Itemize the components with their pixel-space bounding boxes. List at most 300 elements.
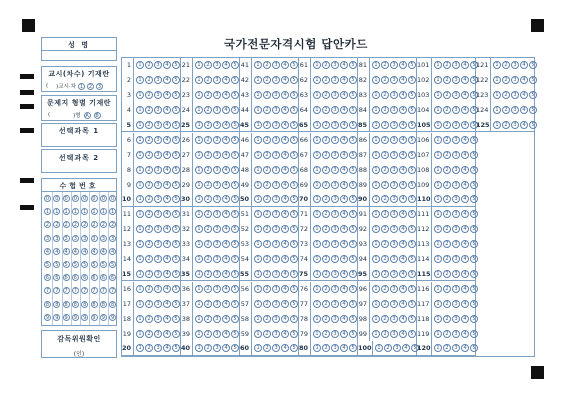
answer-bubble[interactable]: 3 xyxy=(331,285,339,293)
answer-bubble[interactable]: 5 xyxy=(529,91,537,99)
answer-bubble[interactable]: 3 xyxy=(272,195,280,203)
answer-bubble[interactable]: 2 xyxy=(204,344,212,352)
answer-bubble[interactable]: 4 xyxy=(340,121,348,129)
exam-digit-bubble[interactable]: 4 xyxy=(101,248,105,255)
answer-bubble[interactable]: 3 xyxy=(331,330,339,338)
answer-bubble[interactable]: 2 xyxy=(381,121,389,129)
answer-bubble[interactable]: 2 xyxy=(204,210,212,218)
answer-bubble[interactable]: 1 xyxy=(434,315,442,323)
answer-bubble[interactable]: 5 xyxy=(290,270,298,278)
answer-bubble[interactable]: 3 xyxy=(154,255,162,263)
answer-bubble[interactable]: 5 xyxy=(529,76,537,84)
answer-bubble[interactable]: 2 xyxy=(145,76,153,84)
exam-digit-bubble[interactable]: 9 xyxy=(55,314,59,321)
answer-bubble[interactable]: 3 xyxy=(154,240,162,248)
answer-bubble[interactable]: 2 xyxy=(263,91,271,99)
answer-bubble[interactable]: 1 xyxy=(372,240,380,248)
exam-digit-bubble[interactable]: 6 xyxy=(73,275,77,282)
answer-bubble[interactable]: 3 xyxy=(331,136,339,144)
answer-bubble[interactable]: 5 xyxy=(231,91,239,99)
exam-digit-bubble[interactable]: 8 xyxy=(64,301,68,308)
answer-bubble[interactable]: 1 xyxy=(372,225,380,233)
answer-bubble[interactable]: 1 xyxy=(195,121,203,129)
answer-bubble[interactable]: 4 xyxy=(222,300,230,308)
answer-bubble[interactable]: 3 xyxy=(272,315,280,323)
answer-bubble[interactable]: 2 xyxy=(322,210,330,218)
answer-bubble[interactable]: 1 xyxy=(136,315,144,323)
answer-bubble[interactable]: 3 xyxy=(213,166,221,174)
answer-bubble[interactable]: 2 xyxy=(263,285,271,293)
answer-bubble[interactable]: 2 xyxy=(145,61,153,69)
exam-digit-bubble[interactable]: 4 xyxy=(55,248,59,255)
answer-bubble[interactable]: 2 xyxy=(204,166,212,174)
answer-bubble[interactable]: 2 xyxy=(381,76,389,84)
answer-bubble[interactable]: 1 xyxy=(195,344,203,352)
answer-bubble[interactable]: 1 xyxy=(313,61,321,69)
answer-bubble[interactable]: 4 xyxy=(399,330,407,338)
answer-bubble[interactable]: 2 xyxy=(322,330,330,338)
answer-bubble[interactable]: 3 xyxy=(154,61,162,69)
answer-bubble[interactable]: 5 xyxy=(408,106,416,114)
answer-bubble[interactable]: 5 xyxy=(349,106,357,114)
answer-bubble[interactable]: 1 xyxy=(493,91,501,99)
exam-digit-bubble[interactable]: 5 xyxy=(83,262,87,268)
answer-bubble[interactable]: 5 xyxy=(470,270,478,278)
answer-bubble[interactable]: 2 xyxy=(322,315,330,323)
answer-bubble[interactable]: 3 xyxy=(272,121,280,129)
answer-bubble[interactable]: 1 xyxy=(313,270,321,278)
answer-bubble[interactable]: 1 xyxy=(434,344,442,352)
answer-bubble[interactable]: 5 xyxy=(470,330,478,338)
answer-bubble[interactable]: 3 xyxy=(154,121,162,129)
answer-bubble[interactable]: 2 xyxy=(322,181,330,189)
answer-bubble[interactable]: 1 xyxy=(195,255,203,263)
session-option[interactable]: 2 xyxy=(88,83,93,90)
answer-bubble[interactable]: 5 xyxy=(231,181,239,189)
answer-bubble[interactable]: 5 xyxy=(349,61,357,69)
answer-bubble[interactable]: 4 xyxy=(163,330,171,338)
answer-bubble[interactable]: 3 xyxy=(272,210,280,218)
answer-bubble[interactable]: 2 xyxy=(204,76,212,84)
answer-bubble[interactable]: 4 xyxy=(222,121,230,129)
answer-bubble[interactable]: 1 xyxy=(254,285,262,293)
answer-bubble[interactable]: 3 xyxy=(511,76,519,84)
answer-bubble[interactable]: 2 xyxy=(322,166,330,174)
answer-bubble[interactable]: 4 xyxy=(281,344,289,352)
answer-bubble[interactable]: 3 xyxy=(390,210,398,218)
answer-bubble[interactable]: 1 xyxy=(313,344,321,352)
exam-digit-bubble[interactable]: 1 xyxy=(83,209,87,216)
answer-bubble[interactable]: 5 xyxy=(172,166,180,174)
answer-bubble[interactable]: 1 xyxy=(434,195,442,203)
exam-digit-bubble[interactable]: 3 xyxy=(83,235,87,242)
answer-bubble[interactable]: 3 xyxy=(331,210,339,218)
answer-bubble[interactable]: 2 xyxy=(204,255,212,263)
answer-bubble[interactable]: 3 xyxy=(452,210,460,218)
answer-bubble[interactable]: 4 xyxy=(461,225,469,233)
answer-bubble[interactable]: 2 xyxy=(204,181,212,189)
answer-bubble[interactable]: 4 xyxy=(399,136,407,144)
answer-bubble[interactable]: 2 xyxy=(263,151,271,159)
answer-bubble[interactable]: 2 xyxy=(204,240,212,248)
answer-bubble[interactable]: 2 xyxy=(502,61,510,69)
answer-bubble[interactable]: 5 xyxy=(470,181,478,189)
answer-bubble[interactable]: 5 xyxy=(231,330,239,338)
answer-bubble[interactable]: 4 xyxy=(340,270,348,278)
exam-digit-bubble[interactable]: 7 xyxy=(83,288,87,295)
answer-bubble[interactable]: 1 xyxy=(254,315,262,323)
answer-bubble[interactable]: 4 xyxy=(163,195,171,203)
exam-digit-bubble[interactable]: 1 xyxy=(45,209,50,216)
answer-bubble[interactable]: 4 xyxy=(461,315,469,323)
answer-bubble[interactable]: 2 xyxy=(263,315,271,323)
answer-bubble[interactable]: 2 xyxy=(145,300,153,308)
answer-bubble[interactable]: 5 xyxy=(470,240,478,248)
answer-bubble[interactable]: 5 xyxy=(408,300,416,308)
answer-bubble[interactable]: 1 xyxy=(434,106,442,114)
answer-bubble[interactable]: 3 xyxy=(154,270,162,278)
answer-bubble[interactable]: 2 xyxy=(145,344,153,352)
answer-bubble[interactable]: 2 xyxy=(381,225,389,233)
answer-bubble[interactable]: 3 xyxy=(213,270,221,278)
answer-bubble[interactable]: 1 xyxy=(136,255,144,263)
answer-bubble[interactable]: 4 xyxy=(222,136,230,144)
answer-bubble[interactable]: 1 xyxy=(254,136,262,144)
answer-bubble[interactable]: 4 xyxy=(461,76,469,84)
answer-bubble[interactable]: 3 xyxy=(390,181,398,189)
answer-bubble[interactable]: 5 xyxy=(349,210,357,218)
answer-bubble[interactable]: 5 xyxy=(290,344,298,352)
answer-bubble[interactable]: 1 xyxy=(136,225,144,233)
answer-bubble[interactable]: 4 xyxy=(399,195,407,203)
answer-bubble[interactable]: 3 xyxy=(213,61,221,69)
exam-digit-bubble[interactable]: 0 xyxy=(83,196,87,202)
exam-digit-bubble[interactable]: 3 xyxy=(111,235,115,242)
exam-digit-bubble[interactable]: 6 xyxy=(55,275,59,282)
answer-bubble[interactable]: 4 xyxy=(340,195,348,203)
answer-bubble[interactable]: 4 xyxy=(222,91,230,99)
answer-bubble[interactable]: 5 xyxy=(408,76,416,84)
answer-bubble[interactable]: 1 xyxy=(195,240,203,248)
exam-digit-bubble[interactable]: 6 xyxy=(45,275,50,282)
answer-bubble[interactable]: 1 xyxy=(434,300,442,308)
answer-bubble[interactable]: 5 xyxy=(408,225,416,233)
answer-bubble[interactable]: 2 xyxy=(381,61,389,69)
answer-bubble[interactable]: 2 xyxy=(145,106,153,114)
answer-bubble[interactable]: 1 xyxy=(434,61,442,69)
answer-bubble[interactable]: 3 xyxy=(272,166,280,174)
answer-bubble[interactable]: 4 xyxy=(281,240,289,248)
answer-bubble[interactable]: 5 xyxy=(349,255,357,263)
answer-bubble[interactable]: 2 xyxy=(204,61,212,69)
answer-bubble[interactable]: 4 xyxy=(402,344,410,352)
exam-digit-bubble[interactable]: 7 xyxy=(73,288,77,295)
answer-bubble[interactable]: 1 xyxy=(372,151,380,159)
answer-bubble[interactable]: 5 xyxy=(408,195,416,203)
answer-bubble[interactable]: 1 xyxy=(372,106,380,114)
answer-bubble[interactable]: 3 xyxy=(511,121,519,129)
answer-bubble[interactable]: 3 xyxy=(154,166,162,174)
answer-bubble[interactable]: 4 xyxy=(520,106,528,114)
answer-bubble[interactable]: 1 xyxy=(136,270,144,278)
exam-digit-bubble[interactable]: 2 xyxy=(64,222,68,229)
answer-bubble[interactable]: 3 xyxy=(272,285,280,293)
answer-bubble[interactable]: 2 xyxy=(443,210,451,218)
answer-bubble[interactable]: 4 xyxy=(163,270,171,278)
answer-bubble[interactable]: 4 xyxy=(520,76,528,84)
exam-digit-bubble[interactable]: 2 xyxy=(73,222,77,229)
answer-bubble[interactable]: 5 xyxy=(172,91,180,99)
exam-digit-bubble[interactable]: 9 xyxy=(92,314,96,321)
answer-bubble[interactable]: 5 xyxy=(408,181,416,189)
answer-bubble[interactable]: 4 xyxy=(281,195,289,203)
answer-bubble[interactable]: 4 xyxy=(222,270,230,278)
answer-bubble[interactable]: 5 xyxy=(349,225,357,233)
answer-bubble[interactable]: 1 xyxy=(434,76,442,84)
answer-bubble[interactable]: 5 xyxy=(172,61,180,69)
answer-bubble[interactable]: 3 xyxy=(272,270,280,278)
answer-bubble[interactable]: 2 xyxy=(145,181,153,189)
answer-bubble[interactable]: 5 xyxy=(231,225,239,233)
answer-bubble[interactable]: 3 xyxy=(331,255,339,263)
answer-bubble[interactable]: 3 xyxy=(154,300,162,308)
answer-bubble[interactable]: 1 xyxy=(372,181,380,189)
answer-bubble[interactable]: 1 xyxy=(254,76,262,84)
exam-digit-bubble[interactable]: 5 xyxy=(73,262,77,268)
answer-bubble[interactable]: 5 xyxy=(349,136,357,144)
answer-bubble[interactable]: 4 xyxy=(222,151,230,159)
exam-digit-bubble[interactable]: 7 xyxy=(111,288,115,295)
answer-bubble[interactable]: 3 xyxy=(154,285,162,293)
answer-bubble[interactable]: 3 xyxy=(452,76,460,84)
answer-bubble[interactable]: 5 xyxy=(231,344,239,352)
session-option[interactable]: 3 xyxy=(97,83,102,90)
answer-bubble[interactable]: 4 xyxy=(281,255,289,263)
exam-digit-bubble[interactable]: 4 xyxy=(45,248,50,255)
answer-bubble[interactable]: 3 xyxy=(154,76,162,84)
answer-bubble[interactable]: 2 xyxy=(443,136,451,144)
answer-bubble[interactable]: 1 xyxy=(313,195,321,203)
answer-bubble[interactable]: 2 xyxy=(322,344,330,352)
exam-digit-bubble[interactable]: 5 xyxy=(55,262,59,268)
answer-bubble[interactable]: 2 xyxy=(322,91,330,99)
answer-bubble[interactable]: 5 xyxy=(290,61,298,69)
answer-bubble[interactable]: 2 xyxy=(145,121,153,129)
answer-bubble[interactable]: 5 xyxy=(408,240,416,248)
exam-digit-bubble[interactable]: 2 xyxy=(83,222,87,229)
exam-digit-bubble[interactable]: 3 xyxy=(45,235,50,242)
answer-bubble[interactable]: 3 xyxy=(390,255,398,263)
exam-digit-bubble[interactable]: 1 xyxy=(101,209,105,216)
exam-digit-bubble[interactable]: 8 xyxy=(73,301,77,308)
answer-bubble[interactable]: 4 xyxy=(163,225,171,233)
session-option[interactable]: 1 xyxy=(79,83,84,90)
answer-bubble[interactable]: 1 xyxy=(313,330,321,338)
answer-bubble[interactable]: 1 xyxy=(136,106,144,114)
answer-bubble[interactable]: 1 xyxy=(313,240,321,248)
exam-digit-bubble[interactable]: 0 xyxy=(45,196,50,202)
answer-bubble[interactable]: 3 xyxy=(452,344,460,352)
answer-bubble[interactable]: 3 xyxy=(213,106,221,114)
answer-bubble[interactable]: 2 xyxy=(322,300,330,308)
answer-bubble[interactable]: 3 xyxy=(331,195,339,203)
answer-bubble[interactable]: 5 xyxy=(470,91,478,99)
answer-bubble[interactable]: 2 xyxy=(384,344,392,352)
answer-bubble[interactable]: 5 xyxy=(408,210,416,218)
answer-bubble[interactable]: 3 xyxy=(272,106,280,114)
answer-bubble[interactable]: 2 xyxy=(381,330,389,338)
answer-bubble[interactable]: 4 xyxy=(222,255,230,263)
answer-bubble[interactable]: 5 xyxy=(231,210,239,218)
answer-bubble[interactable]: 5 xyxy=(349,315,357,323)
answer-bubble[interactable]: 4 xyxy=(222,76,230,84)
answer-bubble[interactable]: 1 xyxy=(313,106,321,114)
answer-bubble[interactable]: 5 xyxy=(349,285,357,293)
answer-bubble[interactable]: 1 xyxy=(254,300,262,308)
answer-bubble[interactable]: 2 xyxy=(263,166,271,174)
answer-bubble[interactable]: 1 xyxy=(313,166,321,174)
answer-bubble[interactable]: 1 xyxy=(195,76,203,84)
answer-bubble[interactable]: 3 xyxy=(390,330,398,338)
answer-bubble[interactable]: 1 xyxy=(136,151,144,159)
answer-bubble[interactable]: 4 xyxy=(399,210,407,218)
answer-bubble[interactable]: 5 xyxy=(172,151,180,159)
answer-bubble[interactable]: 1 xyxy=(195,210,203,218)
answer-bubble[interactable]: 3 xyxy=(331,300,339,308)
answer-bubble[interactable]: 1 xyxy=(195,195,203,203)
answer-bubble[interactable]: 5 xyxy=(470,106,478,114)
answer-bubble[interactable]: 4 xyxy=(340,91,348,99)
answer-bubble[interactable]: 5 xyxy=(349,151,357,159)
name-input-area[interactable] xyxy=(42,50,116,60)
answer-bubble[interactable]: 2 xyxy=(322,270,330,278)
exam-digit-bubble[interactable]: 0 xyxy=(55,196,59,202)
answer-bubble[interactable]: 2 xyxy=(204,106,212,114)
answer-bubble[interactable]: 4 xyxy=(340,285,348,293)
answer-bubble[interactable]: 5 xyxy=(231,166,239,174)
answer-bubble[interactable]: 1 xyxy=(313,181,321,189)
answer-bubble[interactable]: 1 xyxy=(195,270,203,278)
answer-bubble[interactable]: 5 xyxy=(290,136,298,144)
answer-bubble[interactable]: 2 xyxy=(204,315,212,323)
answer-bubble[interactable]: 3 xyxy=(272,300,280,308)
answer-bubble[interactable]: 3 xyxy=(390,76,398,84)
answer-bubble[interactable]: 3 xyxy=(390,136,398,144)
form-option[interactable]: B xyxy=(95,112,99,119)
answer-bubble[interactable]: 4 xyxy=(163,240,171,248)
answer-bubble[interactable]: 3 xyxy=(452,181,460,189)
answer-bubble[interactable]: 1 xyxy=(313,255,321,263)
answer-bubble[interactable]: 5 xyxy=(349,300,357,308)
answer-bubble[interactable]: 4 xyxy=(399,255,407,263)
answer-bubble[interactable]: 4 xyxy=(399,76,407,84)
answer-bubble[interactable]: 5 xyxy=(231,285,239,293)
answer-bubble[interactable]: 3 xyxy=(213,91,221,99)
answer-bubble[interactable]: 5 xyxy=(231,300,239,308)
answer-bubble[interactable]: 2 xyxy=(322,136,330,144)
answer-bubble[interactable]: 3 xyxy=(213,181,221,189)
answer-bubble[interactable]: 4 xyxy=(163,344,171,352)
answer-bubble[interactable]: 2 xyxy=(263,225,271,233)
exam-digit-bubble[interactable]: 6 xyxy=(83,275,87,282)
answer-bubble[interactable]: 1 xyxy=(195,106,203,114)
answer-bubble[interactable]: 3 xyxy=(452,315,460,323)
answer-bubble[interactable]: 1 xyxy=(254,240,262,248)
answer-bubble[interactable]: 1 xyxy=(136,330,144,338)
answer-bubble[interactable]: 2 xyxy=(381,240,389,248)
answer-bubble[interactable]: 1 xyxy=(434,136,442,144)
answer-bubble[interactable]: 2 xyxy=(381,270,389,278)
answer-bubble[interactable]: 5 xyxy=(470,76,478,84)
answer-bubble[interactable]: 5 xyxy=(529,106,537,114)
answer-bubble[interactable]: 2 xyxy=(322,61,330,69)
answer-bubble[interactable]: 2 xyxy=(204,136,212,144)
answer-bubble[interactable]: 5 xyxy=(231,121,239,129)
answer-bubble[interactable]: 4 xyxy=(399,166,407,174)
answer-bubble[interactable]: 5 xyxy=(408,330,416,338)
answer-bubble[interactable]: 3 xyxy=(272,344,280,352)
answer-bubble[interactable]: 1 xyxy=(195,225,203,233)
answer-bubble[interactable]: 4 xyxy=(461,270,469,278)
answer-bubble[interactable]: 4 xyxy=(340,240,348,248)
answer-bubble[interactable]: 2 xyxy=(263,240,271,248)
answer-bubble[interactable]: 1 xyxy=(434,240,442,248)
answer-bubble[interactable]: 2 xyxy=(204,151,212,159)
answer-bubble[interactable]: 2 xyxy=(443,106,451,114)
answer-bubble[interactable]: 4 xyxy=(399,61,407,69)
answer-bubble[interactable]: 5 xyxy=(349,166,357,174)
answer-bubble[interactable]: 3 xyxy=(213,330,221,338)
answer-bubble[interactable]: 3 xyxy=(390,300,398,308)
answer-bubble[interactable]: 4 xyxy=(281,270,289,278)
answer-bubble[interactable]: 1 xyxy=(254,166,262,174)
answer-bubble[interactable]: 4 xyxy=(163,255,171,263)
answer-bubble[interactable]: 1 xyxy=(313,300,321,308)
answer-bubble[interactable]: 2 xyxy=(381,210,389,218)
answer-bubble[interactable]: 5 xyxy=(349,91,357,99)
answer-bubble[interactable]: 4 xyxy=(163,121,171,129)
answer-bubble[interactable]: 2 xyxy=(381,91,389,99)
answer-bubble[interactable]: 5 xyxy=(290,76,298,84)
answer-bubble[interactable]: 3 xyxy=(452,121,460,129)
answer-bubble[interactable]: 4 xyxy=(340,136,348,144)
answer-bubble[interactable]: 4 xyxy=(163,315,171,323)
answer-bubble[interactable]: 1 xyxy=(313,121,321,129)
answer-bubble[interactable]: 1 xyxy=(195,315,203,323)
answer-bubble[interactable]: 4 xyxy=(281,300,289,308)
exam-digit-bubble[interactable]: 6 xyxy=(101,275,105,282)
answer-bubble[interactable]: 5 xyxy=(349,330,357,338)
answer-bubble[interactable]: 3 xyxy=(452,166,460,174)
answer-bubble[interactable]: 5 xyxy=(408,315,416,323)
answer-bubble[interactable]: 3 xyxy=(390,121,398,129)
answer-bubble[interactable]: 4 xyxy=(461,91,469,99)
answer-bubble[interactable]: 5 xyxy=(470,225,478,233)
answer-bubble[interactable]: 1 xyxy=(254,91,262,99)
answer-bubble[interactable]: 2 xyxy=(145,255,153,263)
answer-bubble[interactable]: 4 xyxy=(222,195,230,203)
answer-bubble[interactable]: 5 xyxy=(172,270,180,278)
exam-digit-bubble[interactable]: 9 xyxy=(101,314,105,321)
answer-bubble[interactable]: 2 xyxy=(204,285,212,293)
answer-bubble[interactable]: 1 xyxy=(434,330,442,338)
answer-bubble[interactable]: 4 xyxy=(222,61,230,69)
answer-bubble[interactable]: 1 xyxy=(195,166,203,174)
answer-bubble[interactable]: 3 xyxy=(331,121,339,129)
answer-bubble[interactable]: 1 xyxy=(313,91,321,99)
answer-bubble[interactable]: 5 xyxy=(231,195,239,203)
answer-bubble[interactable]: 1 xyxy=(313,151,321,159)
